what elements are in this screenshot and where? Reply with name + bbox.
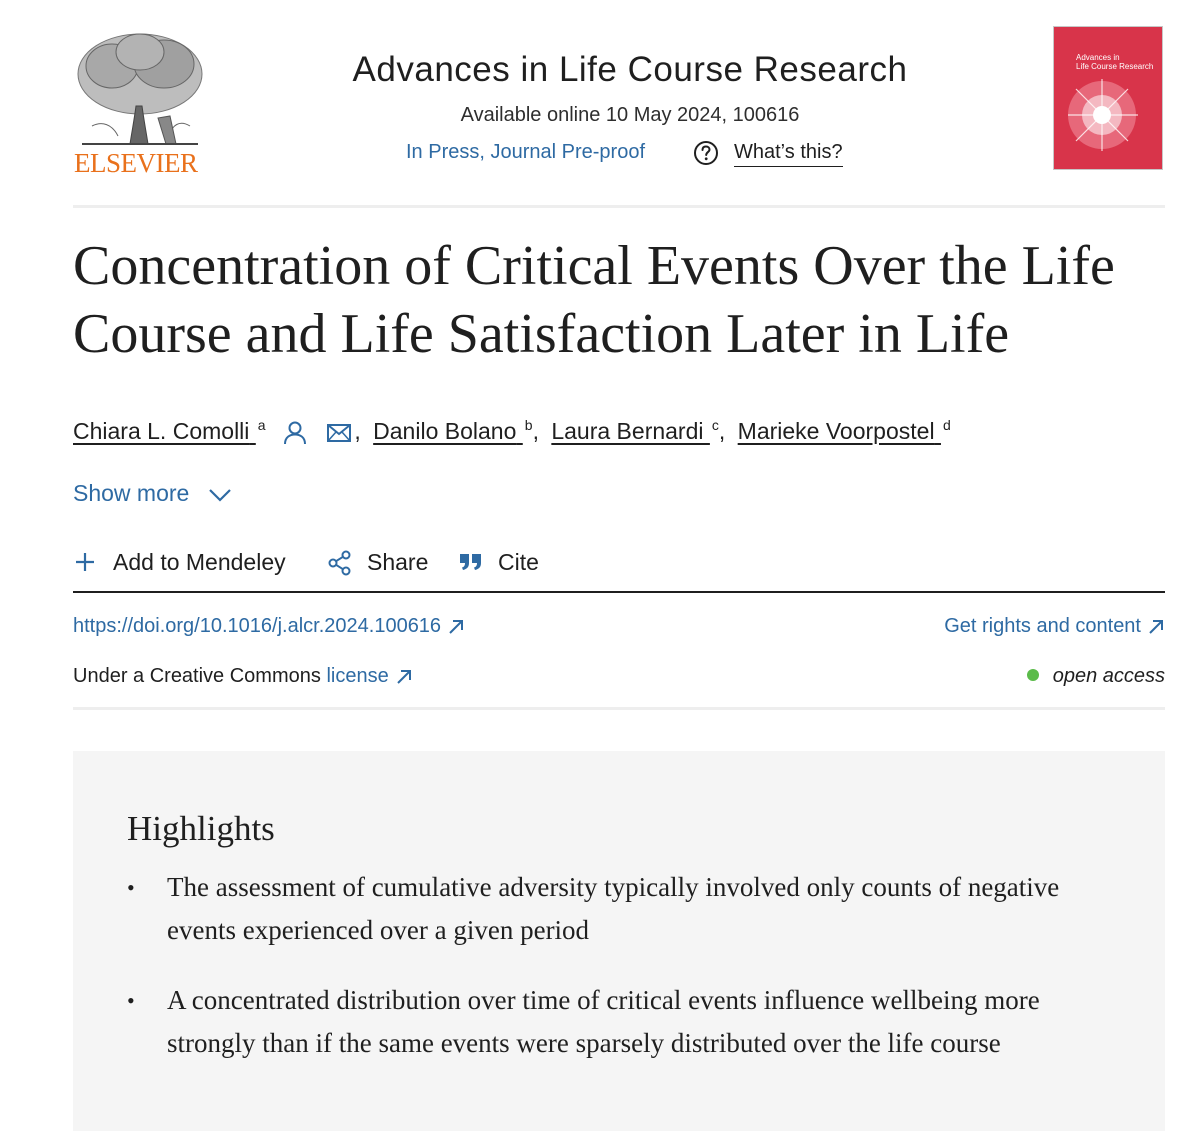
author-list: Chiara L. Comolli $^a$ , Danilo Bolano $^b$, Laura Bernardi $^c$, Marieke Voorpostel $^d$ (73, 417, 951, 444)
open-access-badge: open access (1027, 662, 1165, 690)
share-icon (327, 550, 353, 576)
actions-divider (73, 591, 1165, 593)
article-status-row (0, 138, 1200, 168)
creative-commons-notice: Under a Creative Commons license (73, 662, 413, 690)
chevron-down-icon (208, 487, 232, 503)
header-divider (73, 205, 1165, 208)
external-link-icon (1147, 618, 1165, 636)
in-press-status: In Press, Journal Pre-proof (406, 141, 645, 163)
highlight-item: • A concentrated distribution over time of critical events influence wellbeing more strongly than if the same events were sparsely distributed over the life course (167, 979, 1117, 1065)
journal-header (0, 0, 1200, 205)
bullet-icon: • (127, 875, 135, 900)
highlights-heading: Highlights (127, 809, 275, 848)
plus-icon (73, 550, 97, 574)
links-divider (73, 707, 1165, 710)
whats-this-link[interactable]: What’s this? (734, 138, 843, 167)
author-link[interactable]: Laura Bernardi $^c$ (551, 417, 719, 444)
open-access-dot-icon (1027, 669, 1039, 681)
external-link-icon (395, 668, 413, 686)
license-link[interactable]: license (326, 665, 412, 687)
author-link[interactable]: Danilo Bolano $^b$ (373, 417, 533, 444)
elsevier-wordmark: ELSEVIER (74, 148, 198, 178)
quote-icon (458, 550, 484, 574)
journal-cover-image[interactable] (1053, 26, 1163, 170)
available-online-date: Available online 10 May 2024, 100616 (460, 104, 800, 126)
person-icon[interactable] (282, 420, 308, 446)
doi-link[interactable]: https://doi.org/10.1016/j.alcr.2024.100616 (73, 612, 465, 640)
show-more-button[interactable]: Show more (73, 477, 232, 509)
author-link[interactable]: Marieke Voorpostel $^d$ (737, 417, 951, 444)
highlights-section (73, 751, 1165, 1131)
journal-title-link[interactable]: Advances in Life Course Research (352, 50, 908, 89)
cover-art (1054, 75, 1163, 170)
external-link-icon (447, 618, 465, 636)
highlight-item: • The assessment of cumulative adversity typically involved only counts of negative events experienced over a given period (167, 866, 1117, 952)
get-rights-link[interactable]: Get rights and content (944, 612, 1165, 640)
author-link[interactable]: Chiara L. Comolli $^a$ (73, 417, 266, 444)
article-title: Concentration of Critical Events Over the Life Course and Life Satisfaction Later in Life (73, 235, 1115, 365)
cover-title: Advances in Life Course Research (1076, 53, 1154, 71)
bullet-icon: • (127, 988, 135, 1013)
question-circle-icon[interactable] (693, 140, 719, 166)
email-icon[interactable] (326, 420, 352, 446)
